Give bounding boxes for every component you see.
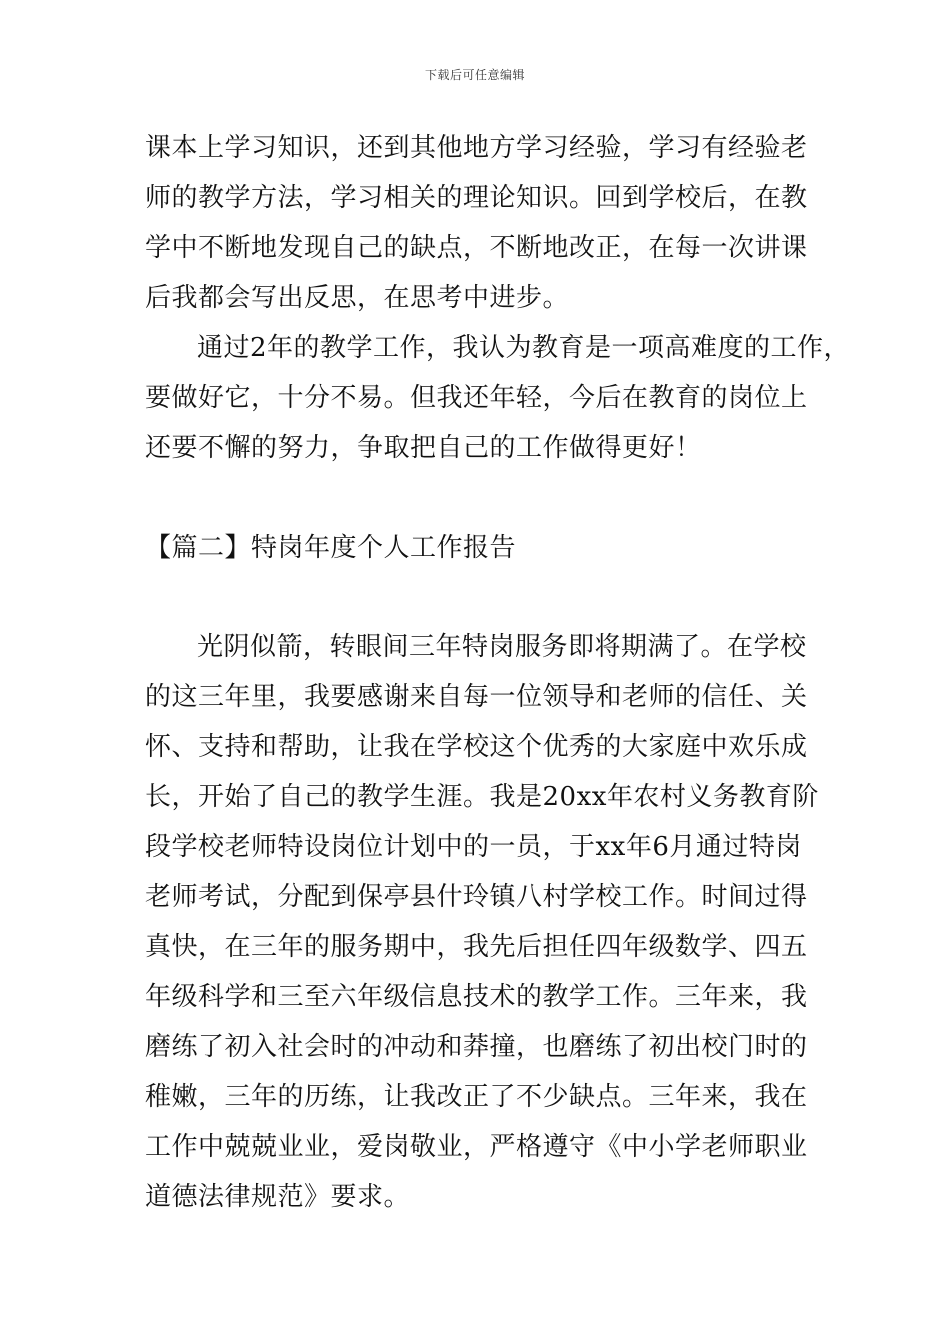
section-paragraph-line-12: 道德法律规范》要求。	[145, 1182, 411, 1212]
section-paragraph-line-1: 光阴似箭，转眼间三年特岗服务即将期满了。在学校	[197, 632, 807, 662]
paragraph-1-line-4: 后我都会写出反思，在思考中进步。	[145, 283, 570, 313]
section-paragraph-line-11: 工作中兢兢业业，爱岗敬业，严格遵守《中小学老师职业	[145, 1132, 808, 1162]
paragraph-1-line-1: 课本上学习知识，还到其他地方学习经验，学习有经验老	[145, 133, 808, 163]
section-paragraph-line-3: 怀、支持和帮助，让我在学校这个优秀的大家庭中欢乐成	[145, 732, 808, 762]
paragraph-1-line-2: 师的教学方法，学习相关的理论知识。回到学校后，在教	[145, 183, 808, 213]
page-header: 下载后可任意编辑	[424, 68, 525, 82]
paragraph-2-line-3: 还要不懈的努力，争取把自己的工作做得更好！	[145, 433, 702, 463]
section-paragraph-line-6: 老师考试，分配到保亭县什玲镇八村学校工作。时间过得	[145, 882, 808, 912]
section-paragraph-line-7: 真快，在三年的服务期中，我先后担任四年级数学、四五	[145, 932, 808, 962]
section-paragraph-line-2: 的这三年里，我要感谢来自每一位领导和老师的信任、关	[145, 682, 808, 712]
section-paragraph-line-9: 磨练了初入社会时的冲动和莽撞，也磨练了初出校门时的	[145, 1032, 808, 1062]
section-paragraph-line-4: 长，开始了自己的教学生涯。我是20xx年农村义务教育阶	[145, 782, 819, 812]
section-paragraph-line-8: 年级科学和三至六年级信息技术的教学工作。三年来，我	[145, 982, 808, 1012]
section-paragraph-line-10: 稚嫩，三年的历练，让我改正了不少缺点。三年来，我在	[145, 1082, 808, 1112]
paragraph-1-line-3: 学中不断地发现自己的缺点，不断地改正，在每一次讲课	[145, 233, 808, 263]
paragraph-2-line-2: 要做好它，十分不易。但我还年轻，今后在教育的岗位上	[145, 383, 808, 413]
section-paragraph-line-5: 段学校老师特设岗位计划中的一员，于xx年6月通过特岗	[145, 832, 802, 862]
paragraph-2-line-1: 通过2年的教学工作，我认为教育是一项高难度的工作，	[197, 333, 851, 363]
section-heading: 【篇二】特岗年度个人工作报告	[145, 533, 517, 563]
